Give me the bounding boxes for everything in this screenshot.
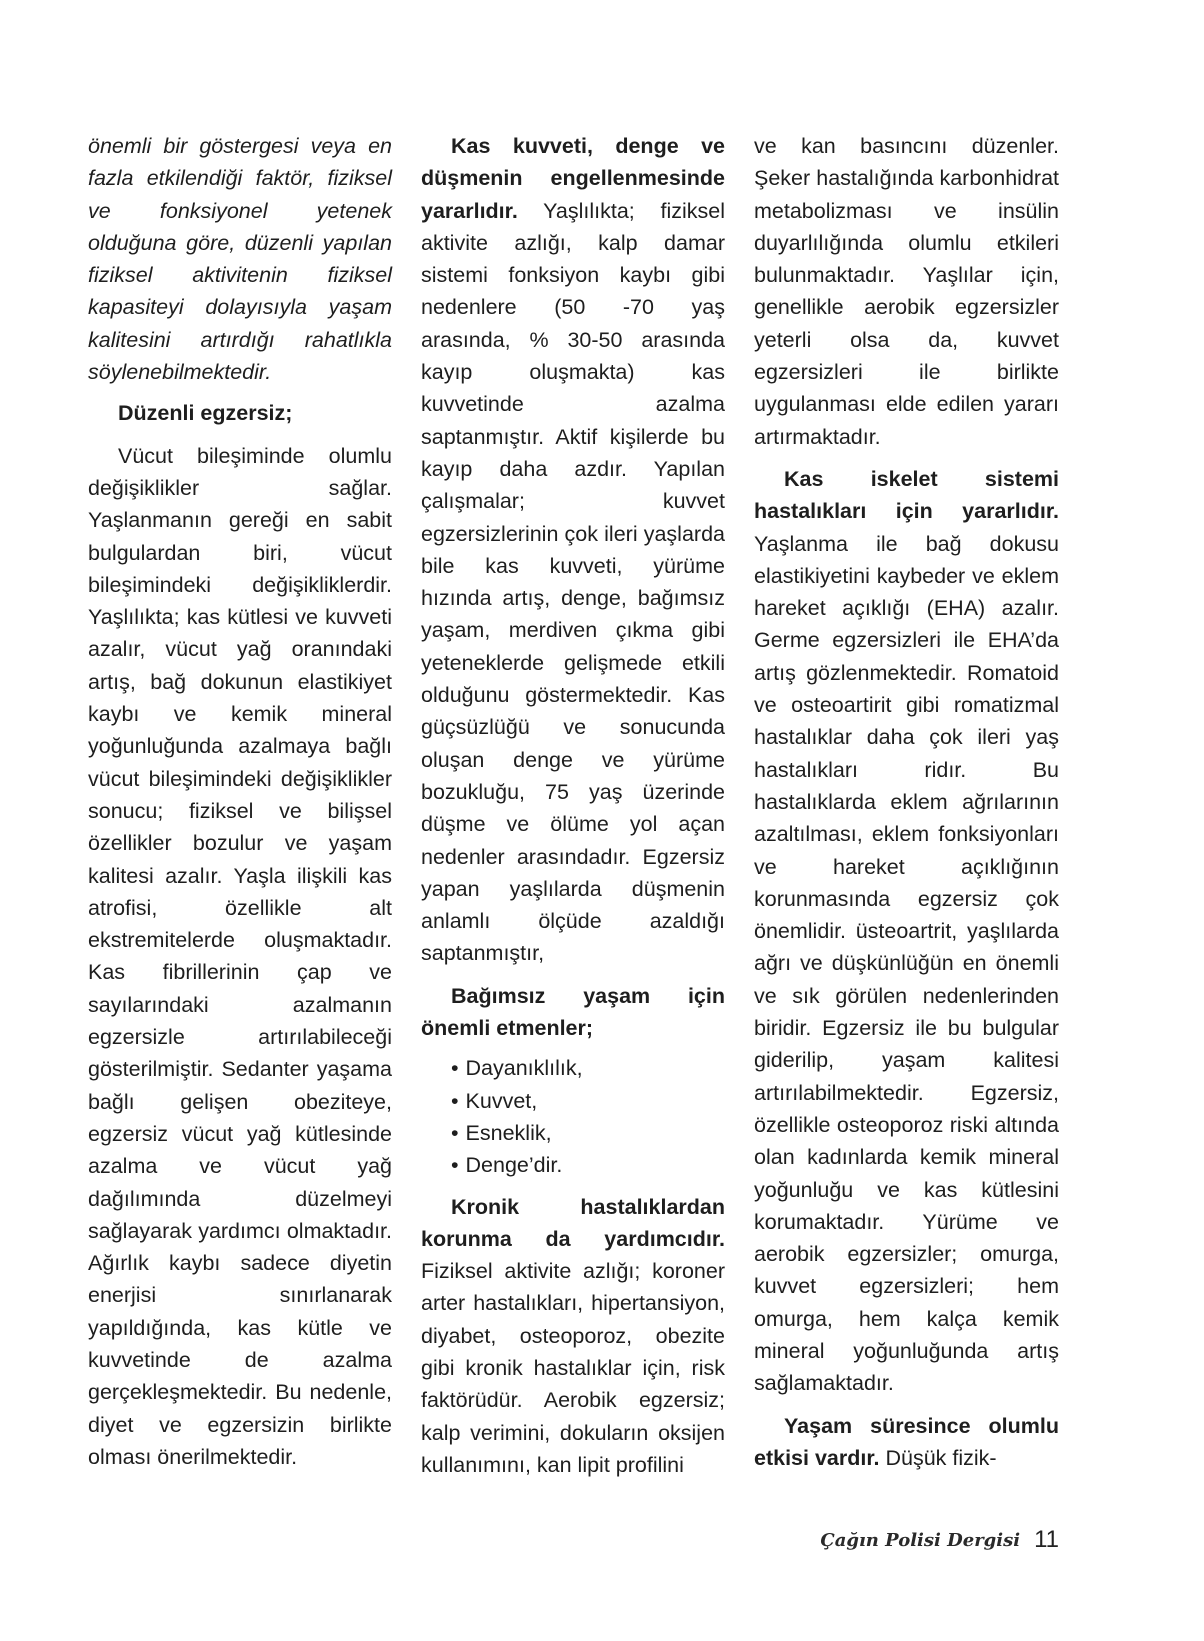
paragraph-lead: Kas iskelet sistemi hastalıkları için yararlıdır. (754, 466, 1059, 524)
list-item: • Esneklik, (451, 1117, 725, 1149)
section-heading: Düzenli egzersiz; (118, 401, 293, 426)
paragraph-text: Fiziksel aktivite azlığı; koroner arter hastalıkları, hipertansiyon, diyabet, osteoporoz, obezite gibi kronik hastalıklar için, risk faktörüdür. Aerobik egzersiz; kalp verimini, dokuların oksijen kullanımını, kan lipit profilini (421, 1259, 725, 1477)
list-item: • Kuvvet, (451, 1085, 725, 1117)
body-paragraph (754, 1410, 1059, 1475)
body-paragraph (421, 1191, 725, 1482)
list-item: • Denge’dir. (451, 1149, 725, 1181)
section-heading: Bağımsız yaşam için önemli etmenler; (421, 983, 725, 1041)
body-paragraph: Vücut bileşiminde olumlu değişiklikler sağlar. Yaşlanmanın gereği en sabit bulgulardan biri, vücut bileşimindeki değişikliklerdir. Yaşlılıkta; kas kütlesi ve kuvveti azalır, vücut yağ oranındaki artış, bağ dokunun elastikiyet kaybı ve kemik mineral yoğunluğunda azalmaya bağlı vücut bileşimindeki değişiklikler sonucu; fiziksel ve bilişsel özellikler bozulur ve yaşam kalitesi azalır. Yaşla ilişkili kas atrofisi, özellikle alt ekstremitelerde oluşmaktadır. Kas fibrillerinin çap ve sayılarındaki azalmanın egzersizle artırılabileceği gösterilmiştir. Sedanter yaşama bağlı gelişen obeziteye, egzersiz vücut yağ kütlesinde azalma ve vücut yağ dağılımında düzelmeyi sağlayarak yardımcı olmaktadır. Ağırlık kaybı sadece diyetin enerjisi sınırlanarak yapıldığında, kas kütle ve kuvvetinde de azalma gerçekleşmektedir. Bu nedenle, diyet ve egzersizin birlikte olması önerilmektedir. (88, 443, 392, 1469)
paragraph-text: Yaşlılıkta; fiziksel aktivite azlığı, kalp damar sistemi fonksiyon kaybı gibi nedenlere (50 -70 yaş arasında, % 30-50 arasında kayıp oluşmakta) kas kuvvetinde azalma saptanmıştır. Aktif kişilerde bu kayıp daha azdır. Yapılan çalışmalar; kuvvet egzersizlerinin çok ileri yaşlarda bile kas kuvveti, yürüme hızında artış, denge, bağımsız yaşam, merdiven çıkma gibi yeteneklerde gelişmede etkili olduğunu göstermektedir. Kas güçsüzlüğü ve sonucunda oluşan denge ve yürüme bozukluğu, 75 yaş üzerinde düşme ve ölüme yol açan nedenler arasındadır. Egzersiz yapan yaşlılarda düşmenin anlamlı ölçüde azaldığı saptanmıştır, (421, 198, 725, 966)
paragraph-text: Yaşlanma ile bağ dokusu elastikiyetini kaybeder ve eklem hareket açıklığı (EHA) azalır. Germe egzersizleri ile EHA’da artış gözlenmektedir. Romatoid ve osteoartirit gibi romatizmal hastalıklar daha çok ileri yaş hastalıkları ridır. Bu hastalıklarda eklem ağrılarının azaltılması, eklem fonksiyonları ve hareket açıklığının korunmasında egzersiz çok önemlidir. üsteoartrit, yaşlılarda ağrı ve düşkünlüğün en önemli ve sık görülen nedenlerinden biridir. Egzersiz ile bu bulgular giderilip, yaşam kalitesi artırılabilmektedir. Egzersiz, özellikle osteoporoz riski altında olan kadınlarda kemik mineral yoğunluğu ve kas kütlesini korumaktadır. Yürüme ve aerobik egzersizler; omurga, kuvvet egzersizleri; hem omurga, hem kalça kemik mineral yoğunluğunda artış sağlamaktadır. (754, 531, 1059, 1396)
paragraph-text: Düşük fizik- (879, 1445, 997, 1470)
intro-paragraph: önemli bir göstergesi veya en fazla etkilendiği faktör, fiziksel ve fonksiyonel yetenek olduğuna göre, düzenli yapılan fiziksel aktivitenin fiziksel kapasiteyi dolayısıyla yaşam kalitesini artırdığı rahatlıkla söylenebilmektedir. (88, 134, 392, 385)
text-column-2 (421, 130, 725, 1481)
paragraph-lead: Yaşam süresince olumlu etkisi vardır. (754, 1413, 1059, 1470)
magazine-name: Çağın Polisi Dergisi (820, 1529, 1021, 1551)
text-column-1 (88, 130, 392, 1473)
paragraph-lead: Kronik hastalıklardan korunma da yardımcıdır. (421, 1194, 725, 1251)
body-paragraph: ve kan basıncını düzenler. Şeker hastalığında karbonhidrat metabolizması ve insülin duyarlılığında olumlu etkileri bulunmaktadır. Yaşlılar için, genellikle aerobik egzersizler yeterli olsa da, kuvvet egzersizleri ile birlikte uygulanması elde edilen yararı artırmaktadır. (754, 134, 1059, 449)
bullet-list (421, 1052, 725, 1181)
body-paragraph (421, 130, 725, 970)
page-number: 11 (1034, 1526, 1059, 1553)
paragraph-lead: Kas kuvveti, denge ve düşmenin engellenmesinde yararlıdır. (421, 134, 725, 223)
text-column-3 (754, 130, 1059, 1474)
page-footer (820, 1522, 1059, 1558)
list-item: • Dayanıklılık, (451, 1052, 725, 1084)
body-paragraph (754, 463, 1059, 1400)
